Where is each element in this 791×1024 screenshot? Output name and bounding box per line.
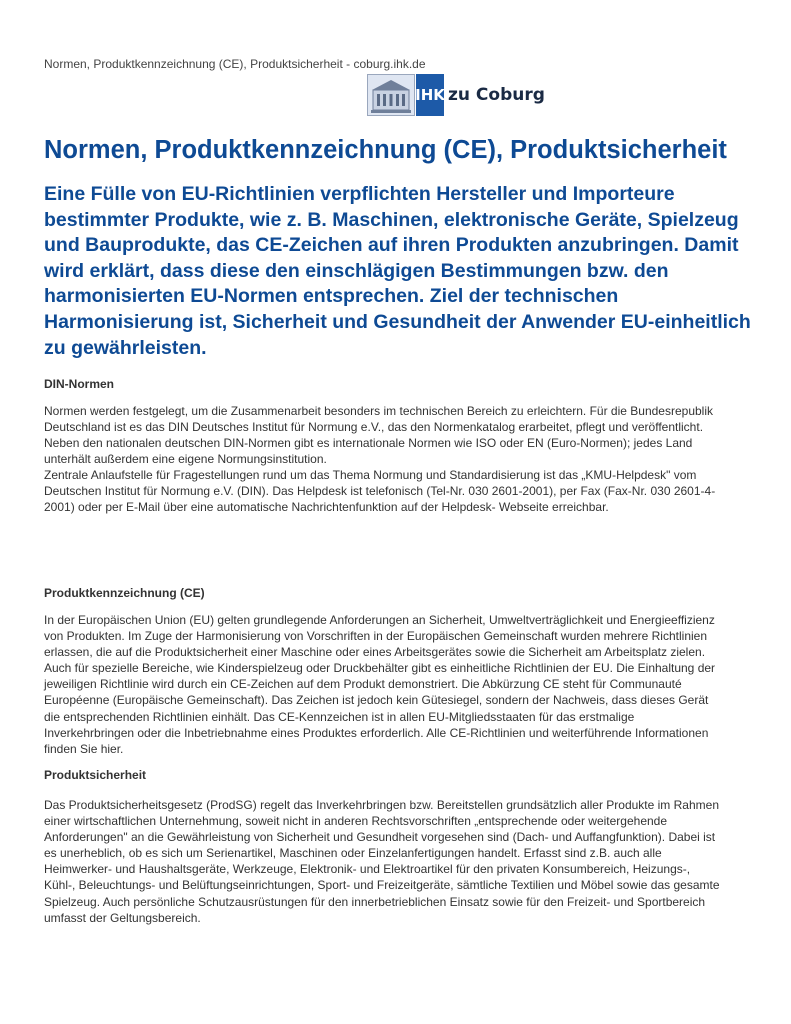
- article-lead: Eine Fülle von EU-Richtlinien verpflichten Hersteller und Importeure bestimmter Produkte, wie z. B. Maschinen, elektronische Geräte, Spielzeug und Bauprodukte, das CE-Zeichen auf ihren Produkten anzubringen. Damit wird erklärt, dass diese den einschlägigen Bestimmungen bzw. den harmonisierten EU-Normen entsprechen. Ziel der technischen Harmonisierung ist, Sicherheit und Gesundheit der Anwender EU-einheitlich zu gewährleisten.: [44, 183, 751, 359]
- logo-badge: IHK: [416, 74, 444, 116]
- page-header-title: Normen, Produktkennzeichnung (CE), Produktsicherheit - coburg.ihk.de: [44, 57, 426, 71]
- ce-paragraph: In der Europäischen Union (EU) gelten grundlegende Anforderungen an Sicherheit, Umweltverträglichkeit und Energieeffizienz von Produkten. Im Zuge der Harmonisierung von Vorschriften in der Europäischen Gemeinschaft wurden mehrere Richtlinien erlassen, die auf die Produktsicherheit einer Maschine oder eines Arbeitsgerätes sowie die Sicherheit am Arbeitsplatz zielen. Auch für spezielle Bereiche, wie Kinderspielzeug oder Druckbehälter gibt es einheitliche Richtlinien der EU. Die Einhaltung der jeweiligen Richtlinie wird durch ein CE-Zeichen auf dem Produkt demonstriert. Die Abkürzung CE steht für Communauté Européenne (Europäische Gemeinschaft). Das Zeichen ist jedoch kein Gütesiegel, sondern der Nachweis, dass dieses Gerät die entsprechenden Richtlinien einhält. Das CE-Kennzeichen ist in allen EU-Mitgliedsstaaten für das erstmalige Inverkehrbringen oder die Inbetriebnahme eines Produktes erforderlich. Alle CE-Richtlinien und weiterführende Informationen finden Sie hier.: [44, 613, 716, 756]
- ihk-coburg-logo[interactable]: [367, 74, 543, 116]
- article-title: Normen, Produktkennzeichnung (CE), Produktsicherheit: [44, 136, 727, 164]
- din-paragraph-1: Normen werden festgelegt, um die Zusammenarbeit besonders im technischen Bereich zu erleichtern. Für die Bundesrepublik Deutschland ist es das DIN Deutsches Institut für Normung e.V., das den Normenkatalog erarbeitet, pflegt und veröffentlicht. Neben den nationalen deutschen DIN-Normen gibt es internationale Normen wie ISO oder EN (Euro-Normen); jedes Land unterhält außerdem eine eigene Normungsinstitution.: [44, 404, 714, 467]
- section-heading-din: DIN-Normen: [44, 377, 115, 391]
- section-heading-produktsicherheit: Produktsicherheit: [44, 768, 147, 782]
- section-heading-ce: Produktkennzeichnung (CE): [44, 586, 205, 600]
- building-icon: [367, 74, 415, 116]
- logo-text: zu Coburg: [448, 85, 545, 105]
- din-paragraph-2: Zentrale Anlaufstelle für Fragestellungen rund um das Thema Normung und Standardisierung ist das „KMU-Helpdesk" vom Deutschen Institut für Normung e.V. (DIN). Das Helpdesk ist telefonisch (Tel-Nr. 030 2601-2001), per Fax (Fax-Nr. 030 2601-4-2001) oder per E-Mail über eine automatische Nachrichtenfunktion auf der Helpdesk- Webseite erreichbar.: [44, 468, 716, 515]
- produktsicherheit-paragraph: Das Produktsicherheitsgesetz (ProdSG) regelt das Inverkehrbringen bzw. Bereitstellen grundsätzlich aller Produkte im Rahmen einer wirtschaftlichen Unternehmung, soweit nicht in anderen Rechtsvorschriften „entsprechende oder weitergehende Anforderungen" an die Gewährleistung von Sicherheit und Gesundheit vorgesehen sind (Dach- und Auffangfunktion). Dabei ist es unerheblich, ob es sich um Serienartikel, Maschinen oder Einzelanfertigungen handelt. Erfasst sind z.B. auch alle Heimwerker- und Haushaltsgeräte, Werkzeuge, Elektronik- und Elektroartikel für den privaten Konsumbereich, Heizungs-, Kühl-, Beleuchtungs- und Belüftungseinrichtungen, Sport- und Freizeitgeräte, sämtliche Textilien und Möbel sowie das gesamte Spielzeug. Auch persönliche Schutzausrüstungen für den innerbetrieblichen Einsatz sowie für den Freizeit- und Sportbereich umfasst der Geltungsbereich.: [44, 798, 720, 925]
